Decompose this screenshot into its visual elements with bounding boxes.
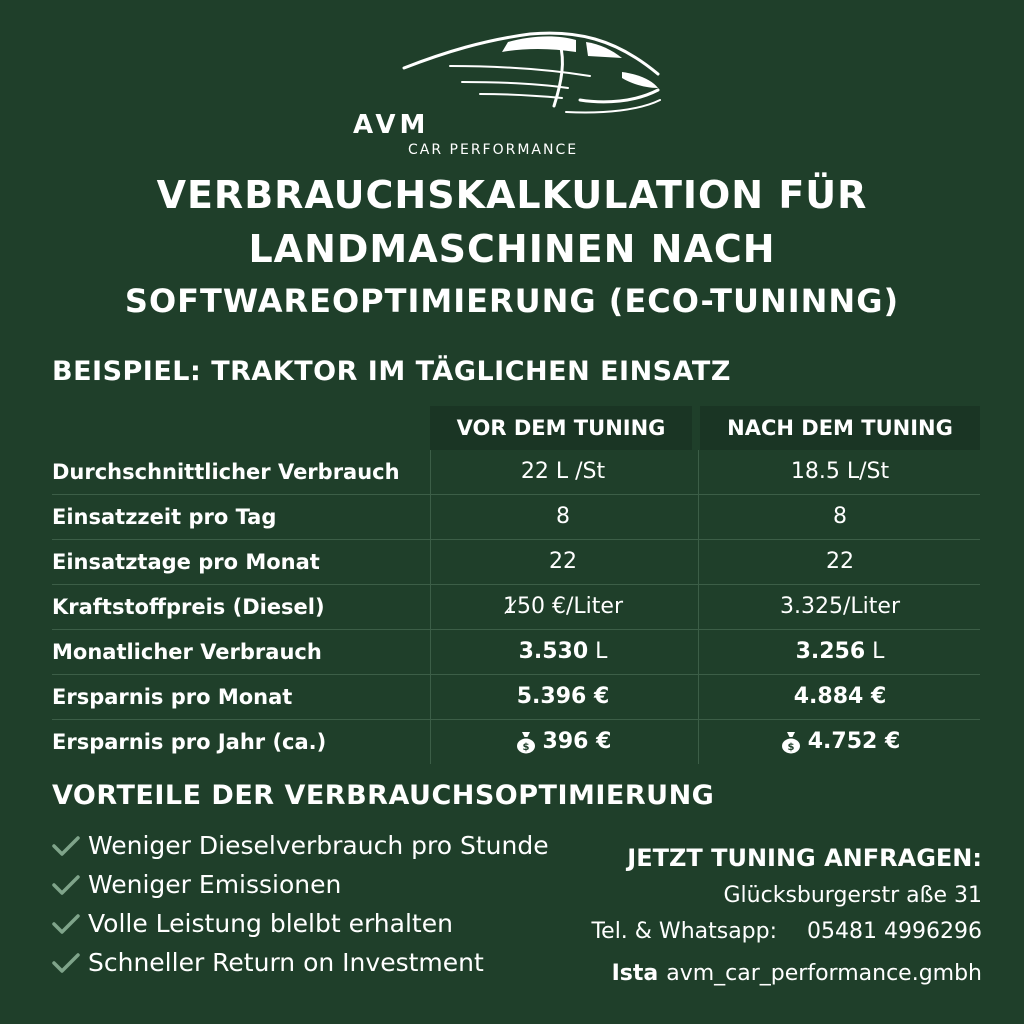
- table-row: [52, 675, 980, 720]
- value-after: 18.5 L/St: [698, 450, 981, 494]
- table-row: [52, 630, 980, 675]
- money-bag-icon: [780, 730, 802, 754]
- benefits-heading: VORTEILE DER VERBRAUCHSOPTIMIERUNG: [52, 780, 715, 811]
- address: Glücksburgerstr aße 31: [723, 883, 982, 908]
- table-row: [52, 585, 980, 630]
- comparison-table: [52, 450, 980, 764]
- column-header-before: VOR DEM TUNING: [430, 406, 692, 450]
- sports-car-icon: [390, 26, 665, 116]
- value-before: 22: [430, 540, 695, 584]
- value-before: 1̷50 €/Liter: [430, 585, 695, 629]
- value-after-unit: L: [865, 639, 885, 664]
- value-after: 8: [698, 495, 981, 539]
- example-heading: BEISPIEL: TRAKTOR IM TÄGLICHEN EINSATZ: [52, 356, 731, 387]
- row-label: Einsatzzeit pro Tag: [52, 505, 277, 529]
- value-after: 4.884 €: [698, 675, 981, 719]
- benefit-text: Volle Leistung blelbt erhalten: [88, 909, 453, 938]
- benefit-text: Weniger Dieselverbrauch pro Stunde: [88, 831, 549, 860]
- svg-text:$: $: [787, 742, 795, 753]
- money-bag-icon: [515, 730, 537, 754]
- value-before: [430, 630, 695, 674]
- row-label: Einsatztage pro Monat: [52, 550, 320, 574]
- value-before: 8: [430, 495, 695, 539]
- value-after: [698, 630, 981, 674]
- check-icon: [50, 871, 86, 899]
- list-item: [50, 865, 549, 904]
- phone-label: Tel. & Whatsapp:: [591, 919, 778, 944]
- contact-block: [591, 838, 982, 992]
- row-label: Monatlicher Verbrauch: [52, 640, 322, 664]
- benefit-text: Weniger Emissionen: [88, 870, 342, 899]
- row-label: Ersparnis pro Jahr (ca.): [52, 730, 327, 754]
- cta-heading: JETZT TUNING ANFRAGEN:: [627, 844, 982, 872]
- value-before: [430, 720, 695, 764]
- table-row: [52, 720, 980, 764]
- value-before: 22 L /St: [430, 450, 695, 494]
- title-line-1: VERBRAUCHSKALKULATION FÜR: [156, 173, 868, 217]
- title-line-3: SOFTWAREOPTIMIERUNG (ECO-TUNINNG): [124, 282, 900, 320]
- value-after-text: 4.752 €: [807, 729, 901, 754]
- check-icon: [50, 832, 86, 860]
- row-label: Kraftstoffpreis (Diesel): [52, 595, 325, 619]
- list-item: [50, 904, 549, 943]
- brand-name: AVM: [353, 110, 430, 140]
- brand-logo: [350, 26, 670, 158]
- benefits-list: [50, 826, 549, 982]
- row-label: Durchschnittlicher Verbrauch: [52, 460, 400, 484]
- phone-line: [591, 914, 982, 950]
- page-title: [0, 168, 1024, 326]
- brand-subtitle: CAR PERFORMANCE: [408, 142, 579, 158]
- benefit-text: Schneller Return on Investment: [88, 948, 484, 977]
- value-after-number: 3.256: [795, 639, 866, 664]
- check-icon: [50, 910, 86, 938]
- table-row: [52, 450, 980, 495]
- column-header-after: NACH DEM TUNING: [700, 406, 980, 450]
- table-row: [52, 540, 980, 585]
- phone-number[interactable]: 05481 4996296: [807, 919, 982, 944]
- value-before-unit: L: [588, 639, 608, 664]
- list-item: [50, 826, 549, 865]
- row-label: Ersparnis pro Monat: [52, 685, 293, 709]
- check-icon: [50, 949, 86, 977]
- value-after: [698, 720, 981, 764]
- table-row: [52, 495, 980, 540]
- value-after: 3.325/Liter: [698, 585, 981, 629]
- svg-text:$: $: [522, 742, 530, 753]
- value-before-text: 396 €: [542, 729, 612, 754]
- value-after: 22: [698, 540, 981, 584]
- instagram-label: Ista: [611, 961, 659, 986]
- list-item: [50, 943, 549, 982]
- value-before: 5.396 €: [430, 675, 695, 719]
- title-line-2: LANDMASCHINEN NACH: [248, 227, 776, 271]
- instagram-handle[interactable]: avm_car_performance.gmbh: [666, 961, 982, 986]
- value-before-number: 3.530: [518, 639, 589, 664]
- instagram-line: [591, 956, 982, 992]
